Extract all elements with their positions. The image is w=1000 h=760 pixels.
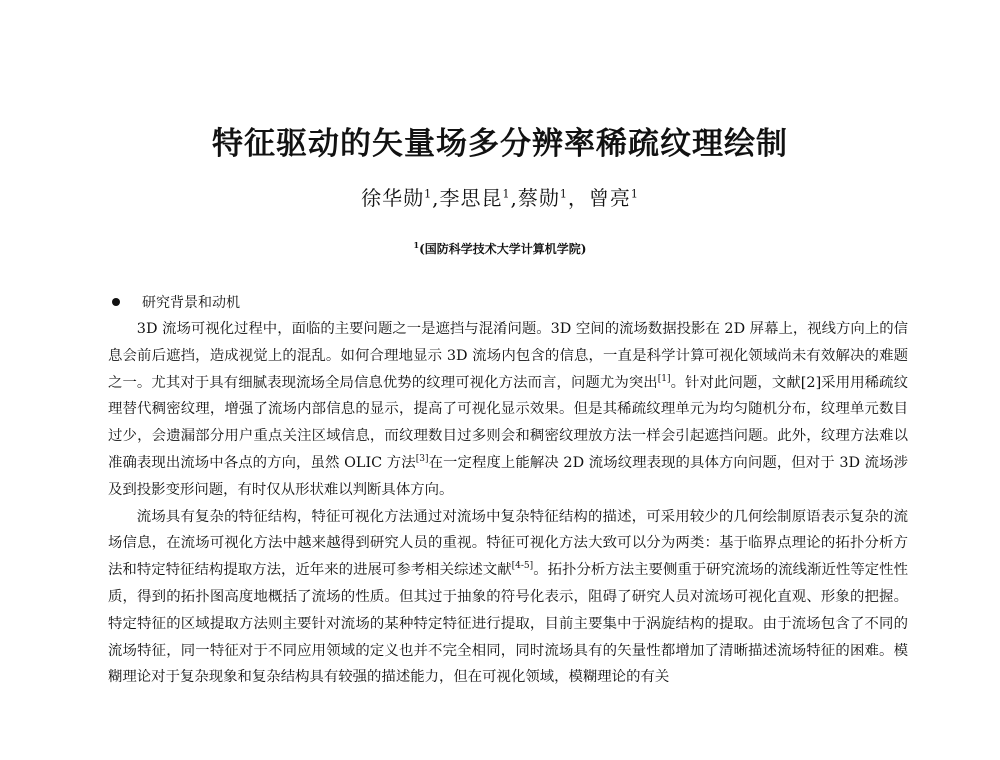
author-affil-mark: 1 <box>630 187 639 201</box>
citation-ref: [4-5] <box>511 561 534 572</box>
section-heading <box>112 292 240 312</box>
body-text <box>108 316 908 691</box>
affiliation-text: (国防科学技术大学计算机学院) <box>419 242 587 256</box>
author-name: 李思昆 <box>439 186 503 210</box>
author-name: 徐华勋 <box>361 186 425 210</box>
citation-ref: [3] <box>415 454 429 465</box>
citation-ref: [1] <box>657 373 671 384</box>
author-name: 曾亮 <box>588 186 631 210</box>
author-name: 蔡勋 <box>517 186 560 210</box>
affiliation-mark: 1 <box>413 240 420 250</box>
paragraph-1: 3D 流场可视化过程中，面临的主要问题之一是遮挡与混淆问题。3D 空间的流场数据投影在 2D 屏幕上，视线方向上的信息会前后遮挡，造成视觉上的混乱。如何合理地显示 3D 流场内包含的信息，一直是科学计算可视化领域尚未有效解决的难题之一。尤其对于具有细腻表现流场全局信息优势的纹理可视化方法而言，问题尤为突出[1]。针对此问题，文献[2]采用用稀疏纹理替代稠密纹理，增强了流场内部信息的显示，提高了可视化显示效果。但是其稀疏纹理单元为均匀随机分布，纹理单元数目过少，会遗漏部分用户重点关注区域信息，而纹理数目过多则会和稠密纹理放方法一样会引起遮挡问题。此外，纹理方法难以准确表现出流场中各点的方向，虽然 OLIC 方法[3]在一定程度上能解决 2D 流场纹理表现的具体方向问题，但对于 3D 流场涉及到投影变形问题，有时仅从形状难以判断具体方向。 <box>108 321 909 498</box>
author-affil-mark: 1 <box>502 187 511 201</box>
paragraph-2: 流场具有复杂的特征结构，特征可视化方法通过对流场中复杂特征结构的描述，可采用较少的几何绘制原语表示复杂的流场信息，在流场可视化方法中越来越得到研究人员的重视。特征可视化方法大致可以分为两类：基于临界点理论的拓扑分析方法和特定特征结构提取方法，近年来的进展可参考相关综述文献[4-5]。拓扑分析方法主要侧重于研究流场的流线渐近性等定性性质，得到的拓扑图高度地概括了流场的性质。但其过于抽象的符号化表示，阻碍了研究人员对流场可视化直观、形象的把握。特定特征的区域提取方法则主要针对流场的某种特定特征进行提取，目前主要集中于涡旋结构的提取。由于流场包含了不同的流场特征，同一特征对于不同应用领域的定义也并不完全相同，同时流场具有的矢量性都增加了清晰描述流场特征的困难。模糊理论对于复杂现象和复杂结构具有较强的描述能力，但在可视化领域，模糊理论的有关 <box>108 508 908 686</box>
paper-title: 特征驱动的矢量场多分辨率稀疏纹理绘制 <box>212 126 788 162</box>
author-affil-mark: 1 <box>559 187 568 201</box>
bullet-icon <box>112 298 120 306</box>
author-affil-mark: 1 <box>424 187 433 201</box>
affiliation <box>0 240 1000 257</box>
section-heading-text: 研究背景和动机 <box>142 295 240 311</box>
author-list: 徐华勋$^1$,李思昆$^1$,蔡勋$^1$，曾亮$^1$ <box>361 186 639 210</box>
